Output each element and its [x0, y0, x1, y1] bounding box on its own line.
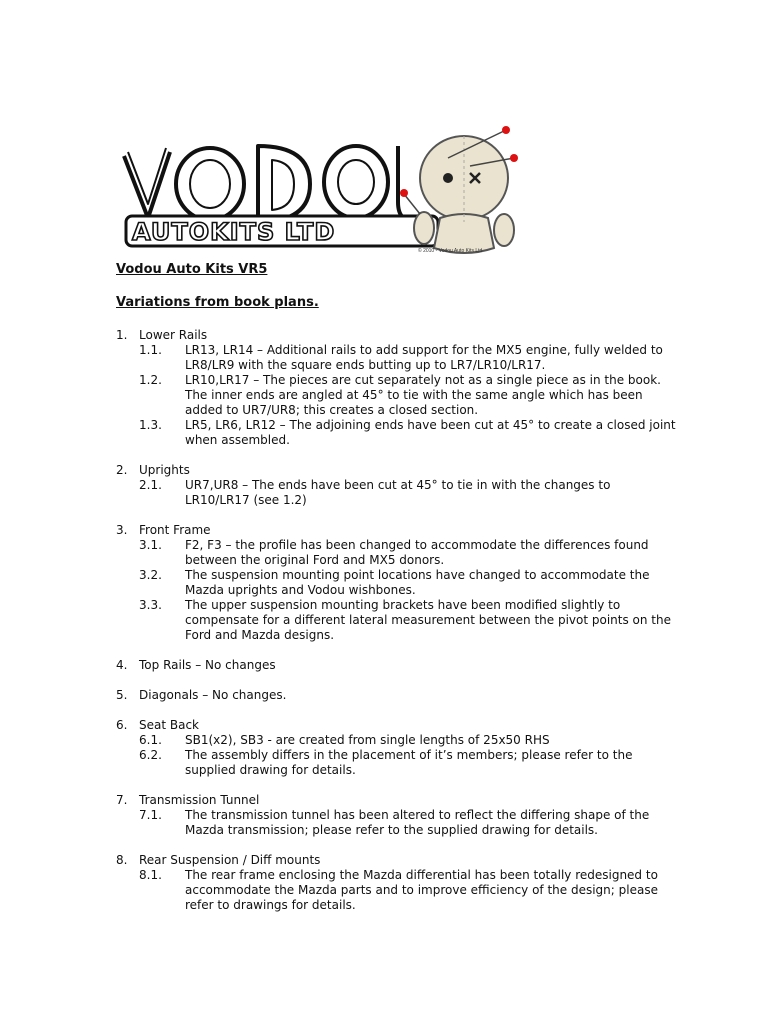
item-number: 8.1.	[139, 868, 162, 882]
item-number: 7.1.	[139, 808, 162, 822]
item-number: 1.3.	[139, 418, 162, 432]
section-6	[116, 718, 676, 778]
item-text: The suspension mounting point locations have changed to accommodate the Mazda uprights and Vodou wishbones.	[185, 568, 650, 597]
item-text: LR10,LR17 – The pieces are cut separately not as a single piece as in the book. The inner ends are angled at 45° to tie with the same angle which has been added to UR7/UR8; this creates a closed section.	[185, 373, 661, 417]
item-number: 1.2.	[139, 373, 162, 387]
section-number: 4.	[116, 658, 128, 672]
section-number: 8.	[116, 853, 128, 867]
section-heading	[116, 793, 676, 808]
section-2	[116, 463, 676, 508]
section-label: Lower Rails	[139, 328, 208, 342]
section-label: Rear Suspension / Diff mounts	[139, 853, 321, 867]
section-heading	[116, 463, 676, 478]
list-item	[116, 808, 676, 838]
item-number: 3.3.	[139, 598, 162, 612]
list-item	[116, 868, 676, 913]
section-5	[116, 688, 676, 703]
section-number: 1.	[116, 328, 128, 342]
item-text: UR7,UR8 – The ends have been cut at 45° to tie in with the changes to LR10/LR17 (see 1.2)	[185, 478, 611, 507]
section-number: 6.	[116, 718, 128, 732]
section-number: 3.	[116, 523, 128, 537]
document-subtitle: Variations from book plans.	[116, 295, 319, 310]
section-label: Seat Back	[139, 718, 200, 732]
item-number: 1.1.	[139, 343, 162, 357]
section-heading	[116, 523, 676, 538]
item-number: 2.1.	[139, 478, 162, 492]
list-item	[116, 373, 676, 418]
item-text: F2, F3 – the profile has been changed to accommodate the differences found between the original Ford and MX5 donors.	[185, 538, 649, 567]
item-number: 6.1.	[139, 733, 162, 747]
list-item	[116, 733, 676, 748]
svg-text:AUTOKITS LTD: AUTOKITS LTD	[132, 218, 336, 246]
section-number: 7.	[116, 793, 128, 807]
list-item	[116, 343, 676, 373]
section-label: Diagonals – No changes.	[139, 688, 287, 702]
list-item	[116, 568, 676, 598]
list-item	[116, 748, 676, 778]
section-label: Front Frame	[139, 523, 211, 537]
section-label: Transmission Tunnel	[139, 793, 260, 807]
section-heading	[116, 658, 676, 673]
section-heading	[116, 853, 676, 868]
section-7	[116, 793, 676, 838]
vodou-logo	[118, 118, 538, 268]
section-3	[116, 523, 676, 643]
item-text: The upper suspension mounting brackets have been modified slightly to compensate for a different lateral measurement between the pivot points on the Ford and Mazda designs.	[185, 598, 671, 642]
list-item	[116, 478, 676, 508]
section-heading	[116, 718, 676, 733]
section-8	[116, 853, 676, 913]
item-text: The transmission tunnel has been altered to reflect the differing shape of the Mazda transmission; please refer to the supplied drawing for details.	[185, 808, 650, 837]
section-heading	[116, 688, 676, 703]
copyright-notice: © 2010 - Vodou Auto Kits Ltd	[418, 248, 483, 254]
item-number: 3.2.	[139, 568, 162, 582]
list-item	[116, 538, 676, 568]
item-text: SB1(x2), SB3 - are created from single lengths of 25x50 RHS	[185, 733, 550, 747]
item-text: LR5, LR6, LR12 – The adjoining ends have been cut at 45° to create a closed joint when assembled.	[185, 418, 676, 447]
item-text: LR13, LR14 – Additional rails to add support for the MX5 engine, fully welded to LR8/LR9 with the square ends butting up to LR7/LR10/LR17.	[185, 343, 663, 372]
section-heading	[116, 328, 676, 343]
section-label: Top Rails – No changes	[139, 658, 276, 672]
section-1	[116, 328, 676, 448]
section-4	[116, 658, 676, 673]
voodoo-doll-logo-icon	[118, 118, 538, 268]
list-item	[116, 418, 676, 448]
item-text: The assembly differs in the placement of it’s members; please refer to the supplied drawing for details.	[185, 748, 633, 777]
item-number: 6.2.	[139, 748, 162, 762]
item-number: 3.1.	[139, 538, 162, 552]
document-title: Vodou Auto Kits VR5	[116, 262, 268, 277]
variations-list	[116, 328, 676, 928]
section-label: Uprights	[139, 463, 190, 477]
section-number: 2.	[116, 463, 128, 477]
section-number: 5.	[116, 688, 128, 702]
list-item	[116, 598, 676, 643]
item-text: The rear frame enclosing the Mazda differential has been totally redesigned to accommodate the Mazda parts and to improve efficiency of the design; please refer to drawings for details.	[185, 868, 658, 912]
